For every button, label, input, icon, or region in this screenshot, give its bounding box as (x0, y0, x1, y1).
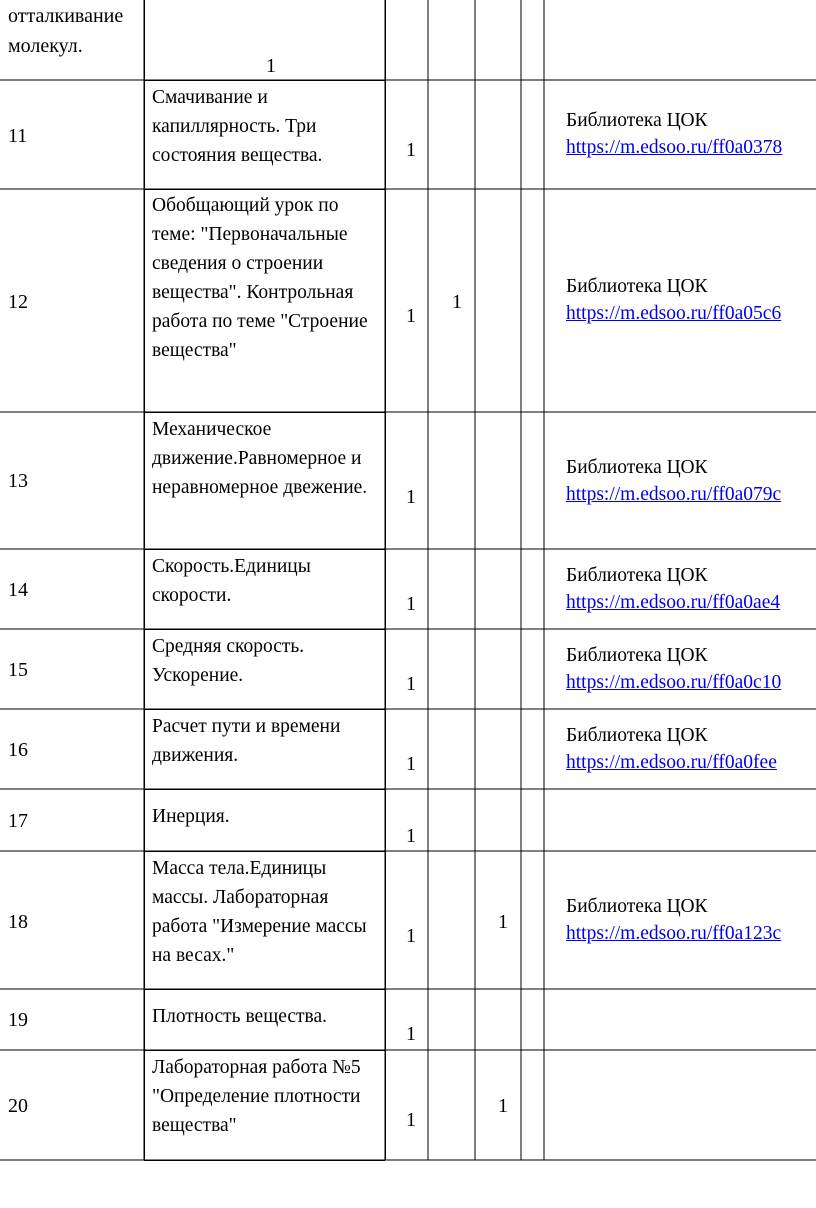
row-topic: Плотность вещества. (152, 1006, 328, 1027)
resource-link[interactable]: https://m.edsoo.ru/ff0a123c (566, 923, 782, 944)
row-control-work: 1 (452, 291, 462, 313)
row-hours: 1 (406, 1023, 416, 1045)
row-lab-work: 1 (498, 911, 508, 933)
row-hours: 1 (406, 139, 416, 161)
row-topic: Расчет пути и времени движения. (152, 716, 341, 766)
row-number: 14 (8, 579, 28, 601)
row-topic: Механическое движение.Равномерное и неравномерное двежение. (152, 419, 368, 498)
row-number: 19 (8, 1009, 28, 1031)
row-number: 11 (8, 125, 28, 147)
resource-link[interactable]: https://m.edsoo.ru/ff0a0fee (566, 752, 777, 773)
resource-link[interactable]: https://m.edsoo.ru/ff0a0ae4 (566, 592, 781, 613)
row-topic: Обобщающий урок по теме: "Первоначальные сведения о строении вещества". Контрольная работа по теме "Строение вещества" (152, 195, 368, 361)
resource-link[interactable]: https://m.edsoo.ru/ff0a05c6 (566, 303, 782, 324)
row-number: 12 (8, 291, 28, 313)
row-number: 17 (8, 810, 28, 832)
row-topic: Инерция. (152, 806, 230, 827)
row-number: 16 (8, 739, 28, 761)
row-hours: 1 (406, 753, 416, 775)
header-hours: 1 (266, 55, 276, 77)
row-number: 20 (8, 1095, 28, 1117)
row-hours: 1 (406, 925, 416, 947)
resource-label: Библиотека ЦОК (566, 896, 708, 917)
row-hours: 1 (406, 673, 416, 695)
header-topic-line-1: отталкивание (8, 5, 124, 27)
row-topic: Масса тела.Единицы массы. Лабораторная работа "Измерение массы на весах." (152, 858, 367, 966)
resource-label: Библиотека ЦОК (566, 645, 708, 666)
header-topic-line-2: молекул. (8, 35, 83, 57)
row-number: 13 (8, 470, 28, 492)
resource-label: Библиотека ЦОК (566, 565, 708, 586)
row-hours: 1 (406, 305, 416, 327)
row-hours: 1 (406, 593, 416, 615)
resource-label: Библиотека ЦОК (566, 276, 708, 297)
row-topic: Лабораторная работа №5 "Определение плотности вещества" (152, 1057, 361, 1136)
row-hours: 1 (406, 825, 416, 847)
row-topic: Смачивание и капиллярность. Три состояния вещества. (152, 87, 323, 166)
resource-label: Библиотека ЦОК (566, 110, 708, 131)
row-number: 18 (8, 911, 28, 933)
row-hours: 1 (406, 486, 416, 508)
resource-link[interactable]: https://m.edsoo.ru/ff0a079c (566, 484, 782, 505)
row-number: 15 (8, 659, 28, 681)
resource-link[interactable]: https://m.edsoo.ru/ff0a0378 (566, 137, 783, 158)
row-lab-work: 1 (498, 1095, 508, 1117)
row-topic: Средняя скорость. Ускорение. (152, 636, 305, 686)
row-topic: Скорость.Единицы скорости. (152, 556, 311, 606)
resource-label: Библиотека ЦОК (566, 457, 708, 478)
resource-link[interactable]: https://m.edsoo.ru/ff0a0c10 (566, 672, 782, 693)
row-hours: 1 (406, 1109, 416, 1131)
resource-label: Библиотека ЦОК (566, 725, 708, 746)
